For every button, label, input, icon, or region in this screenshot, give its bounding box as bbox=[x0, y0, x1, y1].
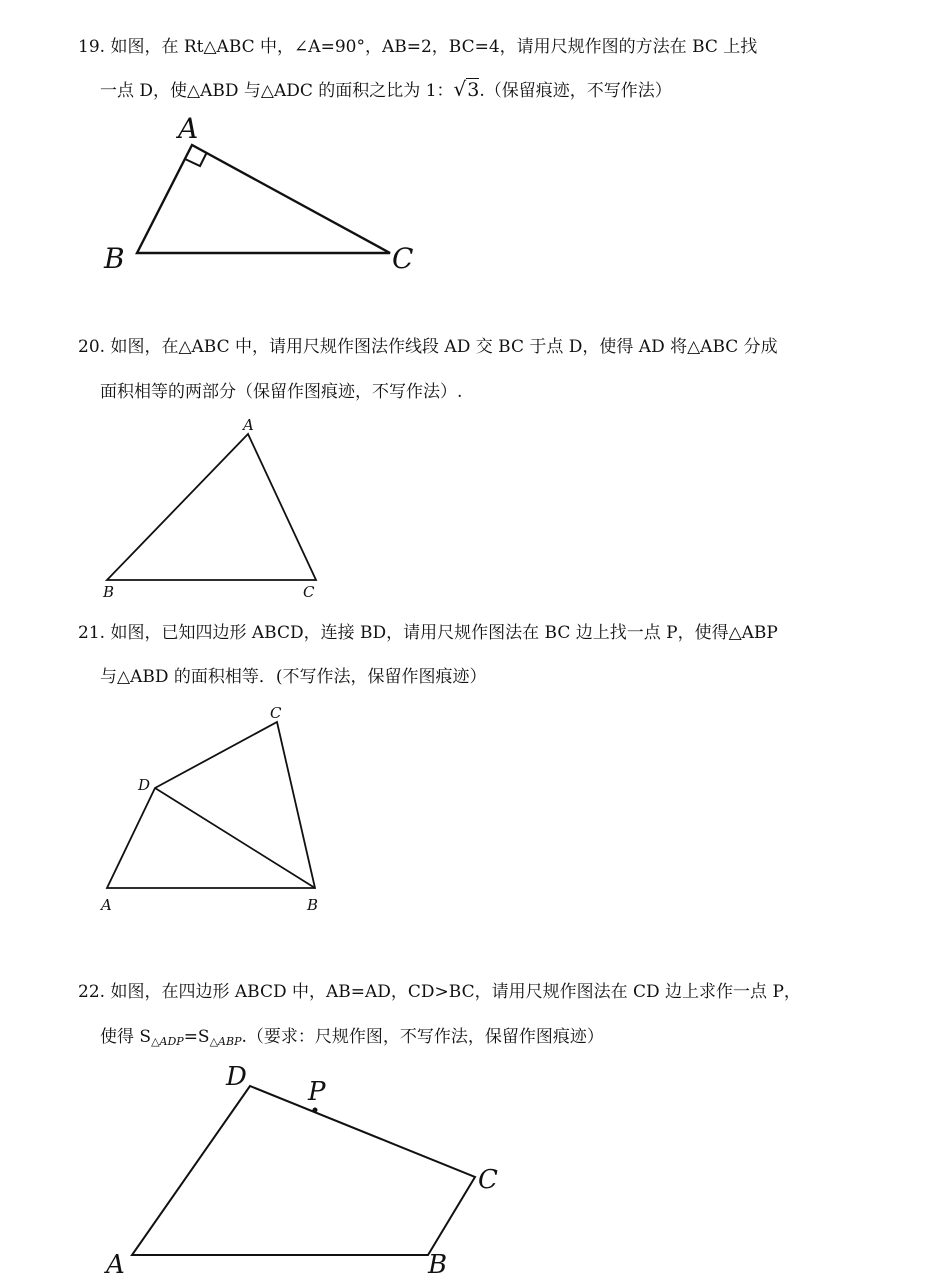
figure-20-label-c: C bbox=[303, 583, 315, 601]
figure-21-label-a: A bbox=[101, 896, 112, 914]
problem-20-number: 20. bbox=[78, 337, 106, 357]
sqrt-symbol: √ bbox=[453, 77, 467, 101]
figure-22-label-c: C bbox=[478, 1165, 498, 1195]
problem-22-text-2a: 使得 S bbox=[100, 1027, 152, 1047]
problem-19-text-2b: .（保留痕迹，不写作法） bbox=[479, 81, 672, 101]
figure-19-label-a: A bbox=[178, 112, 199, 145]
figure-22-label-d: D bbox=[226, 1062, 247, 1092]
problem-21-text-1: 如图，已知四边形 ABCD，连接 BD，请用尺规作图法在 BC 边上找一点 P，使得△ABP bbox=[110, 623, 778, 643]
problem-21-text-2: 与△ABD 的面积相等．(不写作法，保留作图痕迹） bbox=[100, 667, 487, 687]
problem-19-text-1: 如图，在 Rt△ABC 中，∠A=90°，AB=2，BC=4，请用尺规作图的方法在 BC 上找 bbox=[110, 37, 758, 57]
problem-21-number: 21. bbox=[78, 623, 106, 643]
figure-22-point-p bbox=[313, 1108, 318, 1113]
problem-22-text-1: 如图，在四边形 ABCD 中，AB=AD，CD>BC，请用尺规作图法在 CD 边上求作一点 P， bbox=[110, 982, 801, 1002]
figure-22-quadrilateral bbox=[132, 1086, 475, 1255]
figure-21-diagonal-bd bbox=[155, 788, 315, 888]
figure-19-label-b: B bbox=[104, 242, 125, 275]
problem-20-text-1: 如图，在△ABC 中，请用尺规作图法作线段 AD 交 BC 于点 D，使得 AD 将△ABC 分成 bbox=[110, 337, 778, 357]
figure-21-quadrilateral bbox=[107, 722, 315, 888]
problem-22-text-2b: .（要求：尺规作图，不写作法，保留作图痕迹） bbox=[241, 1027, 604, 1047]
figure-21-label-b: B bbox=[307, 896, 319, 914]
figure-22-label-p: P bbox=[308, 1077, 326, 1107]
figure-19-label-c: C bbox=[392, 242, 414, 275]
figure-21-label-d: D bbox=[138, 776, 151, 794]
problem-22-subscript-1: △ADP bbox=[151, 1035, 184, 1048]
figure-22 bbox=[104, 1062, 498, 1280]
figure-20-label-a: A bbox=[243, 416, 254, 434]
figure-19 bbox=[103, 112, 413, 275]
problem-19-number: 19. bbox=[78, 37, 106, 57]
figure-20-label-b: B bbox=[103, 583, 115, 601]
figure-20 bbox=[102, 416, 316, 601]
figure-22-label-a: A bbox=[106, 1250, 125, 1280]
figure-20-triangle bbox=[107, 434, 316, 580]
problem-22-number: 22. bbox=[78, 982, 106, 1002]
figure-22-label-b: B bbox=[428, 1250, 448, 1280]
figure-21 bbox=[99, 704, 318, 914]
problem-22-subscript-2: △ABP bbox=[209, 1035, 242, 1048]
problem-22-text-eq: =S bbox=[183, 1027, 210, 1047]
problem-19-text-2a: 一点 D，使△ABD 与△ADC 的面积之比为 1： bbox=[100, 81, 454, 101]
figure-19-triangle bbox=[137, 145, 390, 253]
problem-19-radicand: 3 bbox=[467, 79, 480, 101]
figure-21-label-c: C bbox=[270, 704, 282, 722]
problem-20-text-2: 面积相等的两部分（保留作图痕迹，不写作法）. bbox=[100, 382, 463, 402]
